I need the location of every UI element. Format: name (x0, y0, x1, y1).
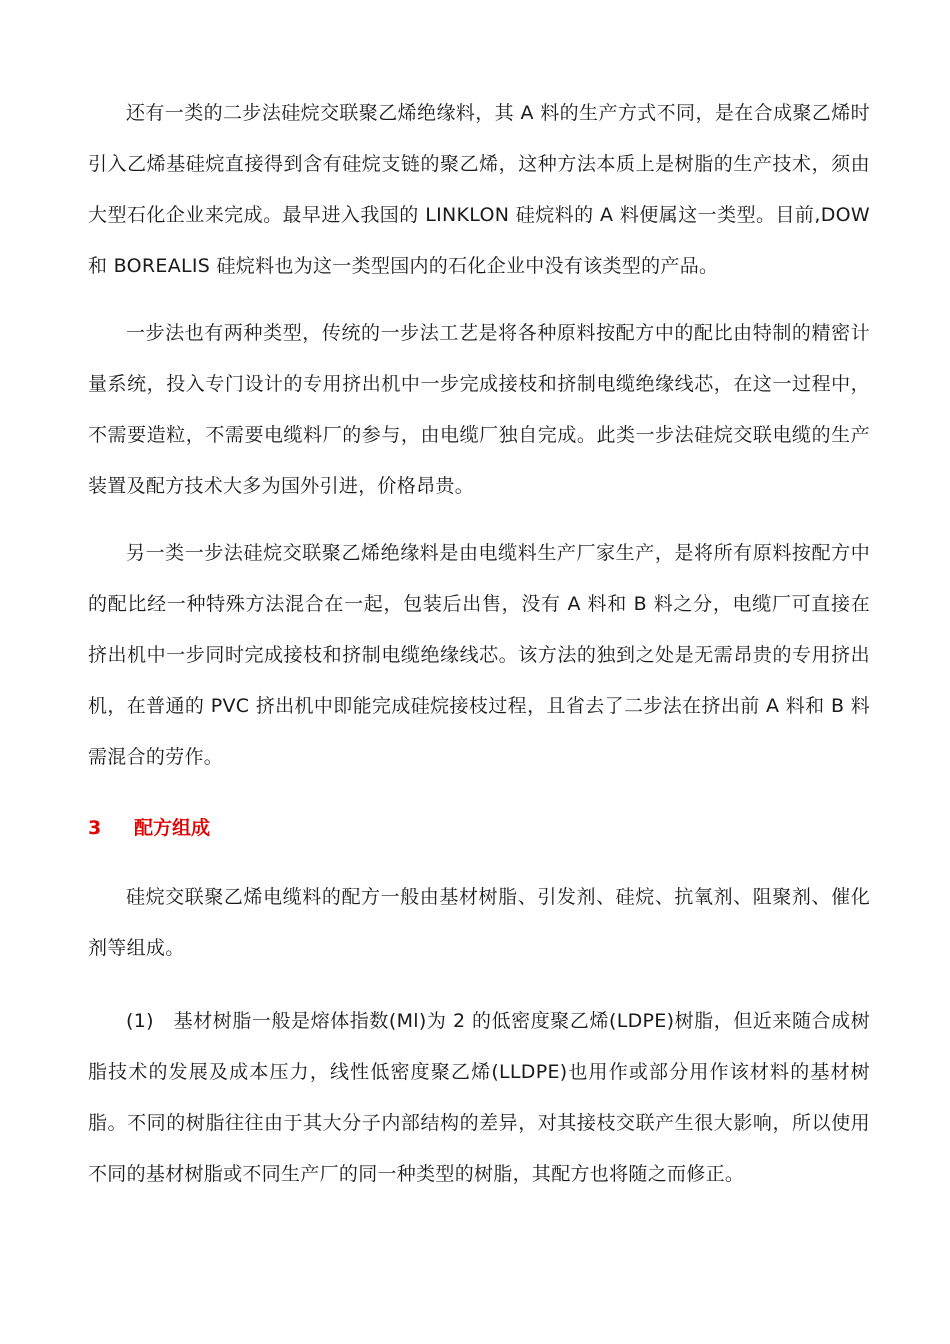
paragraph-formula-intro: 硅烷交联聚乙烯电缆料的配方一般由基材树脂、引发剂、硅烷、抗氧剂、阻聚剂、催化剂等组成。 (88, 886, 870, 959)
paragraph-two-step-variant: 还有一类的二步法硅烷交联聚乙烯绝缘料，其 A 料的生产方式不同，是在合成聚乙烯时引入乙烯基硅烷直接得到含有硅烷支链的聚乙烯，这种方法本质上是树脂的生产技术，须由大型石化企业来完成。最早进入我国的 LINKLON 硅烷料的 A 料便属这一类型。目前,DOW 和 BOREALIS 硅烷料也为这一类型国内的石化企业中没有该类型的产品。 (88, 102, 870, 277)
paragraph-one-step-traditional: 一步法也有两种类型，传统的一步法工艺是将各种原料按配方中的配比由特制的精密计量系统，投入专门设计的专用挤出机中一步完成接枝和挤制电缆绝缘线芯，在这一过程中，不需要造粒，不需要电缆料厂的参与，由电缆厂独自完成。此类一步法硅烷交联电缆的生产装置及配方技术大多为国外引进，价格昂贵。 (88, 322, 870, 497)
section-title: 配方组成 (134, 817, 211, 839)
section-number: 3 (88, 817, 102, 839)
paragraph-base-resin: (1) 基材树脂一般是熔体指数(Ml)为 2 的低密度聚乙烯(LDPE)树脂，但近来随合成树脂技术的发展及成本压力，线性低密度聚乙烯(LLDPE)也用作或部分用作该材料的基材树脂。不同的树脂往往由于其大分子内部结构的差异，对其接枝交联产生很大影响，所以使用不同的基材树脂或不同生产厂的同一种类型的树脂，其配方也将随之而修正。 (88, 1010, 870, 1185)
section-heading (88, 812, 210, 844)
paragraph-one-step-premixed: 另一类一步法硅烷交联聚乙烯绝缘料是由电缆料生产厂家生产，是将所有原料按配方中的配比经一种特殊方法混合在一起，包装后出售，没有 A 料和 B 料之分，电缆厂可直接在挤出机中一步同时完成接枝和挤制电缆绝缘线芯。该方法的独到之处是无需昂贵的专用挤出机，在普通的 PVC 挤出机中即能完成硅烷接枝过程，且省去了二步法在挤出前 A 料和 B 料需混合的劳作。 (88, 542, 870, 768)
